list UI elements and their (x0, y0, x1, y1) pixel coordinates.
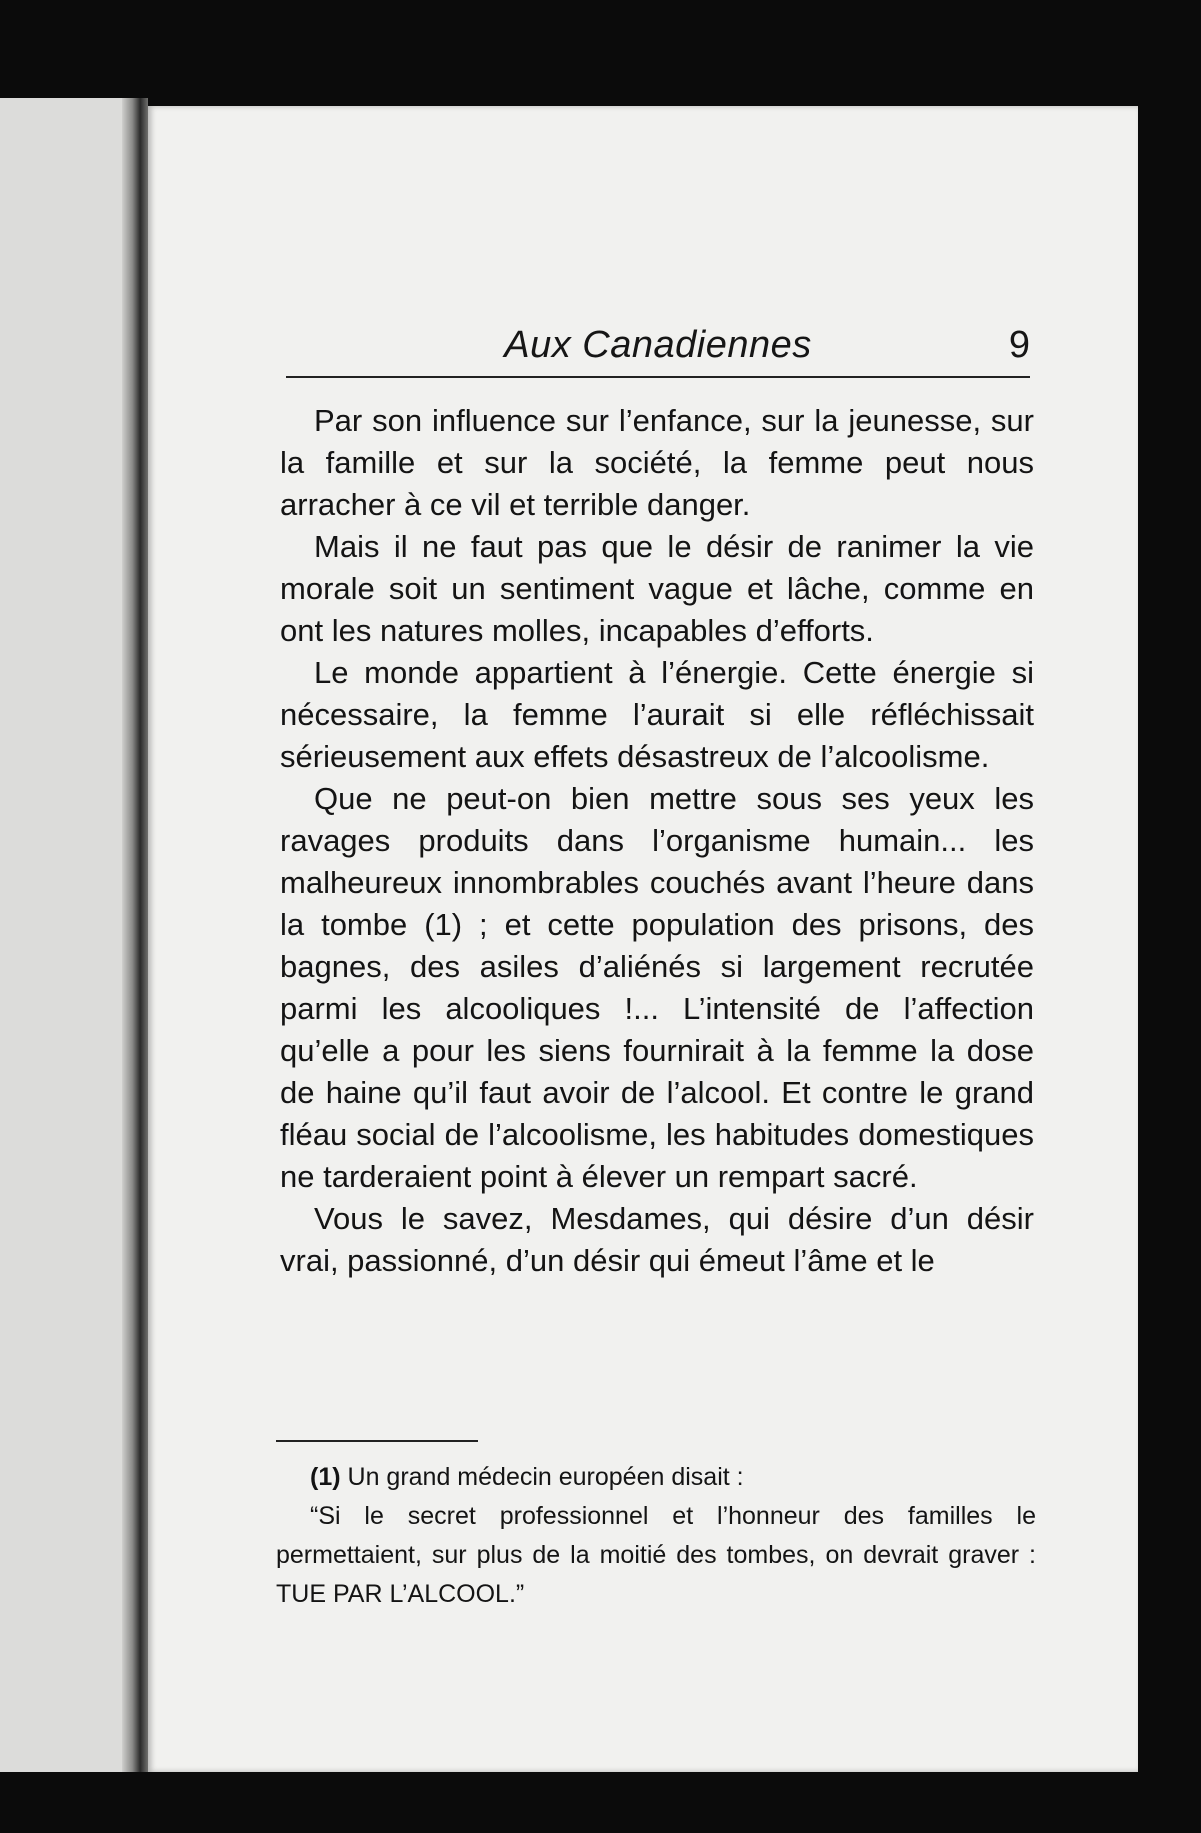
footnote-rule (276, 1440, 478, 1442)
book-gutter (122, 98, 148, 1772)
footnote (276, 1458, 1036, 1614)
paragraph: Que ne peut-on bien mettre sous ses yeux les ravages produits dans l’organisme humain... les malheureux innombrables couchés avant l’heure dans la tombe (1) ; et cette population des prisons, des bagnes, des asiles d’aliénés si largement recrutée parmi les alcooliques !... L’intensité de l’affection qu’elle a pour les siens fournirait à la femme la dose de haine qu’il faut avoir de l’alcool. Et contre le grand fléau social de l’alcoolisme, les habitudes domestiques ne tarderaient point à élever un rempart sacré. (280, 781, 1034, 1194)
footnote-marker: (1) (310, 1463, 341, 1491)
body-text (280, 400, 1034, 1282)
paragraph: Le monde appartient à l’énergie. Cette énergie si nécessaire, la femme l’aurait si elle réfléchissait sérieusement aux effets désastreux de l’alcoolisme. (280, 655, 1034, 774)
header-rule (286, 376, 1030, 378)
book-page (148, 106, 1138, 1772)
running-title: Aux Canadiennes (504, 324, 812, 366)
footnote-intro-text: Un grand médecin européen disait : (347, 1463, 744, 1491)
page-header (286, 324, 1030, 384)
footnote-intro (276, 1458, 1036, 1497)
paragraph: Vous le savez, Mesdames, qui désire d’un désir vrai, passionné, d’un désir qui émeut l’âme et le (280, 1201, 1034, 1278)
paragraph: Mais il ne faut pas que le désir de ranimer la vie morale soit un sentiment vague et lâche, comme en ont les natures molles, incapables d’efforts. (280, 529, 1034, 648)
page-number: 9 (1008, 324, 1030, 366)
facing-page-edge (0, 98, 138, 1772)
footnote-quote: “Si le secret professionnel et l’honneur des familles le permettaient, sur plus de la moitié des tombes, on devrait graver : TUE PAR L’ALCOOL.” (276, 1502, 1036, 1608)
paragraph: Par son influence sur l’enfance, sur la jeunesse, sur la famille et sur la société, la femme peut nous arracher à ce vil et terrible danger. (280, 403, 1034, 522)
